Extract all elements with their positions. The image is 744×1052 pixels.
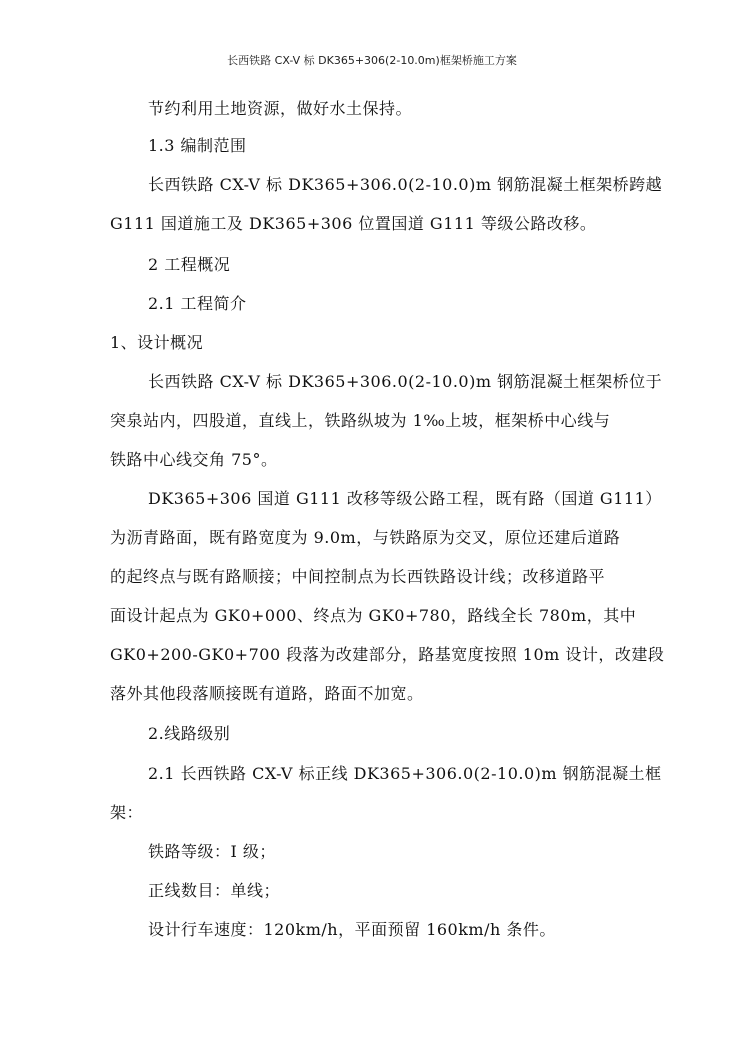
- paragraph-line: 架：: [110, 803, 144, 822]
- paragraph-line: 2.1 长西铁路 CX-V 标正线 DK365+306.0(2-10.0)m 钢筋混凝土框: [148, 764, 662, 783]
- list-item: 铁路等级：I 级；: [148, 842, 276, 861]
- paragraph-line: 落外其他段落顺接既有道路，路面不加宽。: [110, 684, 424, 703]
- subsection-heading: 2.线路级别: [148, 724, 231, 743]
- paragraph-line: 铁路中心线交角 75°。: [110, 450, 278, 469]
- paragraph-line: 面设计起点为 GK0+000、终点为 GK0+780，路线全长 780m，其中: [110, 606, 637, 625]
- paragraph-line: 突泉站内，四股道，直线上，铁路纵坡为 1‰上坡，框架桥中心线与: [110, 411, 611, 430]
- list-item: 正线数目：单线；: [148, 881, 281, 900]
- paragraph-line: 长西铁路 CX-V 标 DK365+306.0(2-10.0)m 钢筋混凝土框架桥位于: [148, 372, 663, 391]
- paragraph-line: G111 国道施工及 DK365+306 位置国道 G111 等级公路改移。: [110, 214, 597, 233]
- list-item: 设计行车速度：120km/h，平面预留 160km/h 条件。: [148, 920, 556, 939]
- paragraph-line: 为沥青路面，既有路宽度为 9.0m，与铁路原为交叉，原位还建后道路: [110, 528, 621, 547]
- paragraph-line: GK0+200-GK0+700 段落为改建部分，路基宽度按照 10m 设计，改建段: [110, 645, 665, 664]
- section-heading: 2 工程概况: [148, 255, 231, 274]
- paragraph-line: 的起终点与既有路顺接；中间控制点为长西铁路设计线；改移道路平: [110, 567, 606, 586]
- paragraph-line: 节约利用土地资源，做好水土保持。: [148, 99, 413, 118]
- section-heading: 1.3 编制范围: [148, 136, 247, 155]
- subsection-heading: 1、设计概况: [110, 333, 204, 352]
- paragraph-line: DK365+306 国道 G111 改移等级公路工程，既有路（国道 G111）: [148, 489, 662, 508]
- paragraph-line: 长西铁路 CX-V 标 DK365+306.0(2-10.0)m 钢筋混凝土框架桥跨越: [148, 175, 663, 194]
- page-header: 长西铁路 CX-V 标 DK365+306(2-10.0m)框架桥施工方案: [227, 54, 517, 67]
- section-heading: 2.1 工程简介: [148, 294, 247, 313]
